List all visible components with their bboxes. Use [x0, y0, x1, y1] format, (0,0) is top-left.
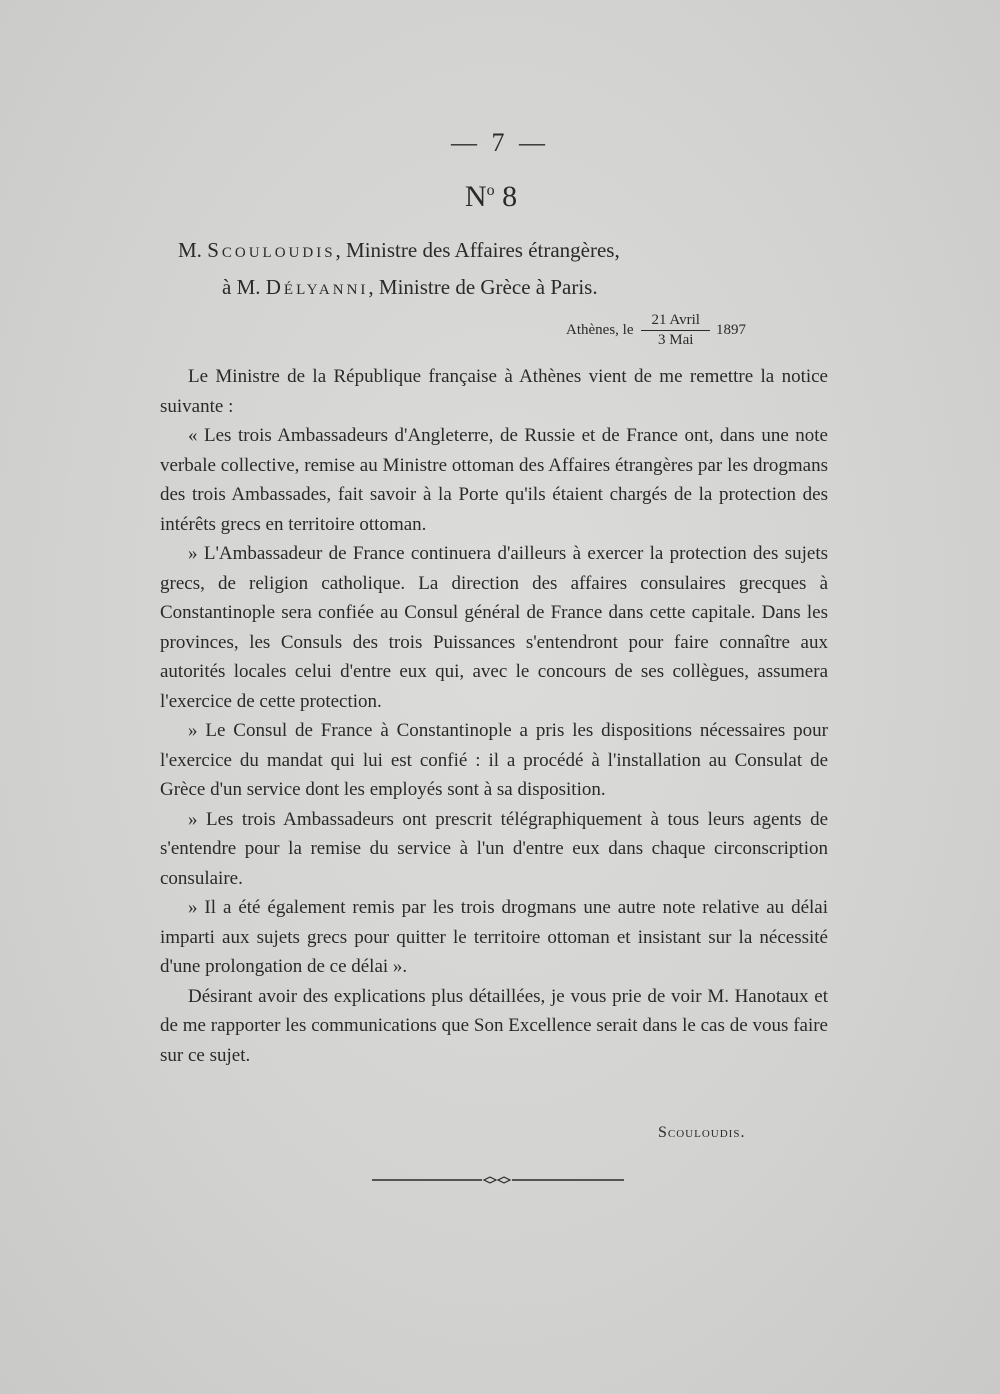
recipient-prefix: à M. — [222, 275, 266, 299]
dateline-year: 1897 — [715, 322, 746, 338]
document-number — [0, 180, 982, 214]
sender-prefix: M. — [178, 238, 208, 262]
dateline-dual-date — [641, 312, 709, 349]
recipient-title: , Ministre de Grèce à Paris. — [368, 275, 598, 299]
paragraph: » L'Ambassadeur de France continuera d'ailleurs à exercer la protection des sujets grecs, de religion catholique. La direction des affaires consulaires grecques à Constantinople sera confiée au Consul général de France dans cette capitale. Dans les provinces, les Consuls des trois Puissances s'entendront pour faire connaître aux autorités locales celui d'entre eux qui, avec le concours de ses collègues, assumera l'exercice de cette protection. — [160, 543, 828, 712]
paragraph: « Les trois Ambassadeurs d'Angleterre, de Russie et de France ont, dans une note verbale collective, remise au Ministre ottoman des Affaires étrangères par les drogmans des trois Ambassades, fait savoir à la Porte qu'ils étaient chargés de la protection des intérêts grecs en territoire ottoman. — [160, 425, 828, 535]
dateline — [566, 312, 746, 349]
ornamental-rule-icon — [372, 1176, 624, 1184]
recipient-line — [222, 275, 598, 300]
paragraph: » Le Consul de France à Constantinople a pris les dispositions nécessaires pour l'exercice du mandat qui lui est confié : il a procédé à l'installation au Consulat de Grèce d'un service dont les employés sont à sa disposition. — [160, 720, 828, 800]
page-number: — 7 — — [451, 128, 549, 157]
signature: Scouloudis. — [658, 1124, 746, 1141]
paragraph: » Il a été également remis par les trois drogmans une autre note relative au délai imparti aux sujets grecs pour quitter le territoire ottoman et insistant sur la nécessité d'une prolongation de ce délai ». — [160, 897, 828, 977]
sender-line — [178, 238, 620, 263]
sender-title: , Ministre des Affaires étrangères, — [335, 238, 620, 262]
letter-body — [160, 362, 828, 1070]
dateline-place: Athènes, le — [566, 322, 634, 338]
document-number-superscript: o — [486, 182, 495, 199]
document-number-value: 8 — [502, 180, 518, 213]
paragraph: Le Ministre de la République française à Athènes vient de me remettre la notice suivante : — [160, 366, 828, 417]
recipient-name: Délyanni — [265, 275, 369, 299]
dateline-gregorian-date: 3 Mai — [658, 332, 694, 348]
paragraph: Désirant avoir des explications plus détaillées, je vous prie de voir M. Hanotaux et de me rapporter les communications que Son Excellence serait dans le cas de vous faire sur ce sujet. — [160, 985, 828, 1066]
sender-name: Scouloudis — [207, 238, 336, 262]
document-number-prefix: N — [464, 180, 487, 213]
dateline-julian-date: 21 Avril — [641, 312, 709, 331]
paragraph: » Les trois Ambassadeurs ont prescrit télégraphiquement à tous leurs agents de s'entendre pour la remise du service à l'un d'entre eux dans chaque circonscription consulaire. — [160, 808, 828, 889]
